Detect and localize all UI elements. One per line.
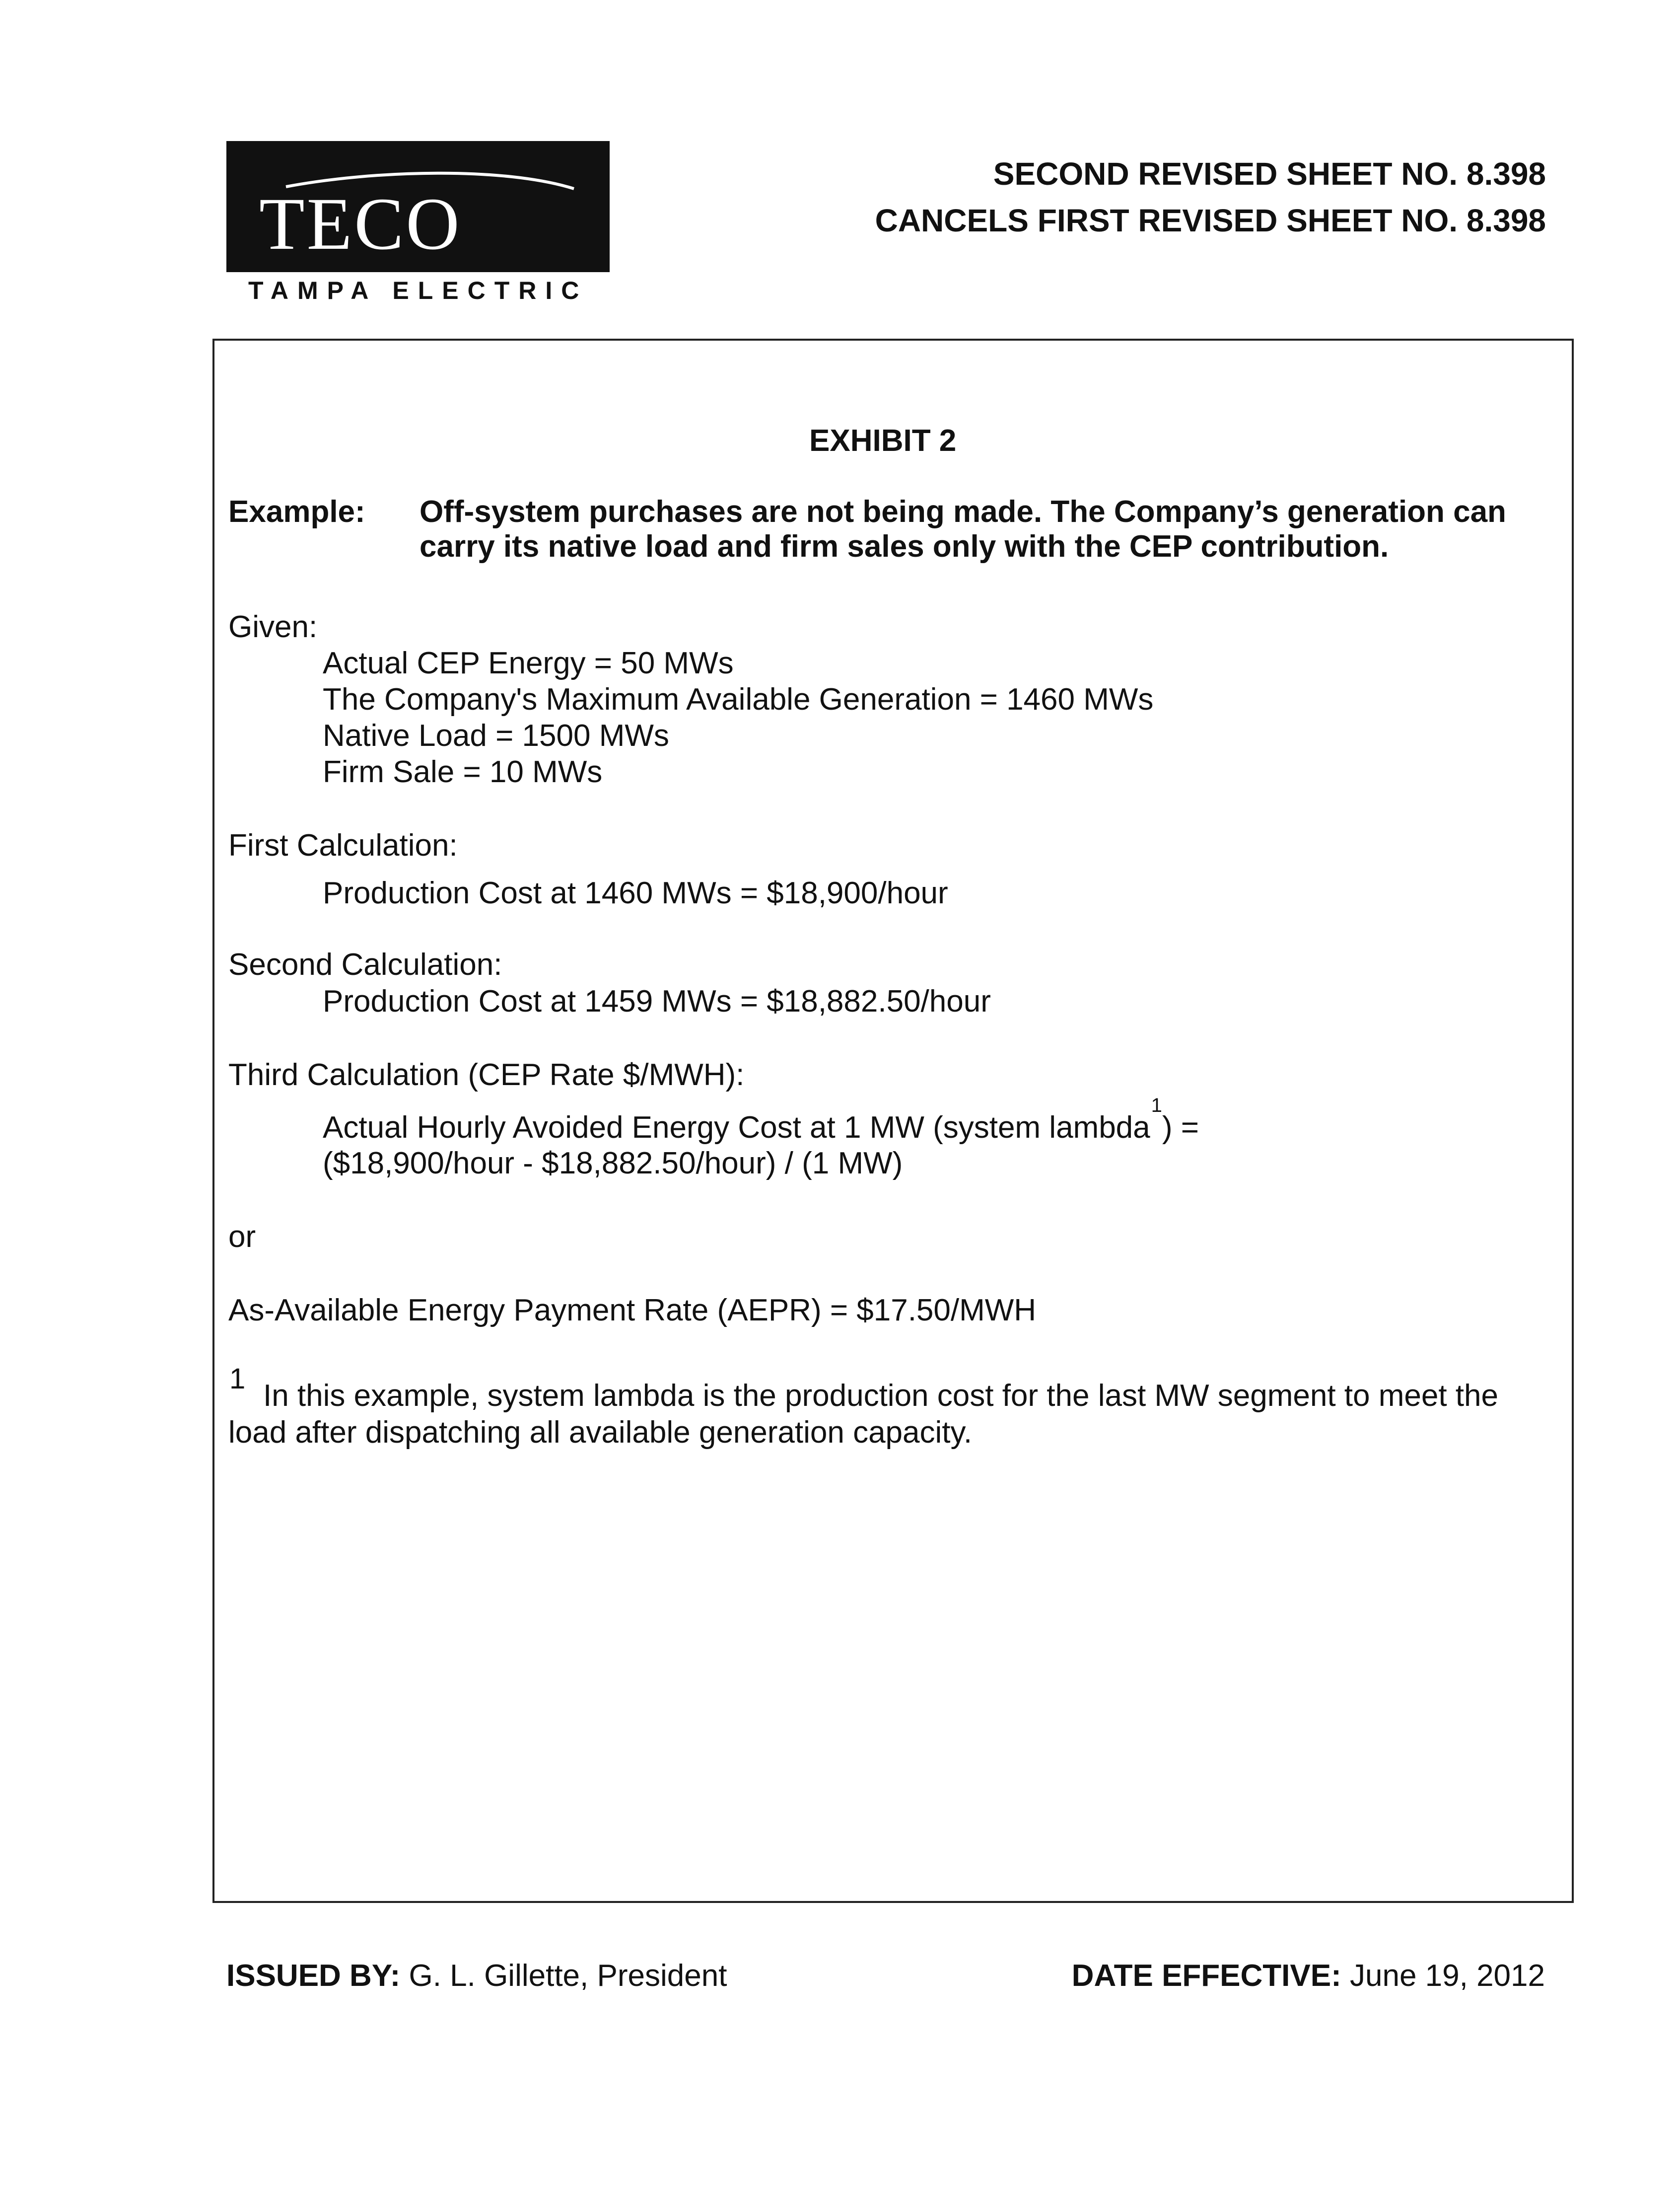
exhibit-title: EXHIBIT 2	[809, 424, 957, 458]
or-text: or	[228, 1220, 256, 1254]
second-calculation-label: Second Calculation:	[228, 948, 502, 982]
first-calculation-label: First Calculation:	[228, 828, 458, 863]
second-calculation-text: Production Cost at 1459 MWs = $18,882.50/hour	[323, 984, 991, 1019]
footnote-line-2: load after dispatching all available generation capacity.	[228, 1415, 973, 1450]
sheet-cancels-note: CANCELS FIRST REVISED SHEET NO. 8.398	[875, 203, 1546, 238]
logo-wordmark: TECO	[259, 183, 462, 265]
footnote-number: 1	[229, 1363, 246, 1395]
example-label: Example:	[228, 495, 365, 529]
date-effective-label: DATE EFFECTIVE:	[1071, 1959, 1341, 1993]
third-calculation-line-2: ($18,900/hour - $18,882.50/hour) / (1 MW)	[323, 1146, 903, 1180]
issued-by	[226, 1961, 727, 1991]
date-effective-value: June 19, 2012	[1349, 1959, 1545, 1993]
third-calculation-text: Actual Hourly Avoided Energy Cost at 1 MW (system lambda	[323, 1110, 1150, 1145]
third-calculation-equals: ) =	[1162, 1110, 1199, 1145]
issued-by-value: G. L. Gillette, President	[409, 1959, 727, 1993]
example-line-2: carry its native load and firm sales only with the CEP contribution.	[420, 529, 1389, 564]
footnote-reference: 1	[1151, 1095, 1162, 1116]
example-line-1: Off-system purchases are not being made. The Company’s generation can	[420, 495, 1506, 529]
issued-by-label: ISSUED BY:	[226, 1959, 401, 1993]
given-item: The Company's Maximum Available Generation = 1460 MWs	[323, 682, 1154, 717]
logo-caption: TAMPA ELECTRIC	[248, 277, 588, 304]
third-calculation-line-1	[323, 1095, 1199, 1145]
aepr-text: As-Available Energy Payment Rate (AEPR) = $17.50/MWH	[228, 1293, 1037, 1327]
given-label: Given:	[228, 610, 318, 644]
first-calculation-text: Production Cost at 1460 MWs = $18,900/hour	[323, 876, 948, 910]
sheet-number: SECOND REVISED SHEET NO. 8.398	[993, 156, 1546, 192]
logo-swoosh-icon	[226, 141, 610, 272]
given-item: Native Load = 1500 MWs	[323, 719, 669, 753]
date-effective	[1072, 1961, 1545, 1991]
footnote-line-1: In this example, system lambda is the production cost for the last MW segment to meet the	[263, 1379, 1498, 1413]
given-item: Firm Sale = 10 MWs	[323, 755, 603, 789]
given-item: Actual CEP Energy = 50 MWs	[323, 646, 734, 680]
company-logo	[226, 141, 610, 272]
third-calculation-label: Third Calculation (CEP Rate $/MWH):	[228, 1058, 745, 1092]
